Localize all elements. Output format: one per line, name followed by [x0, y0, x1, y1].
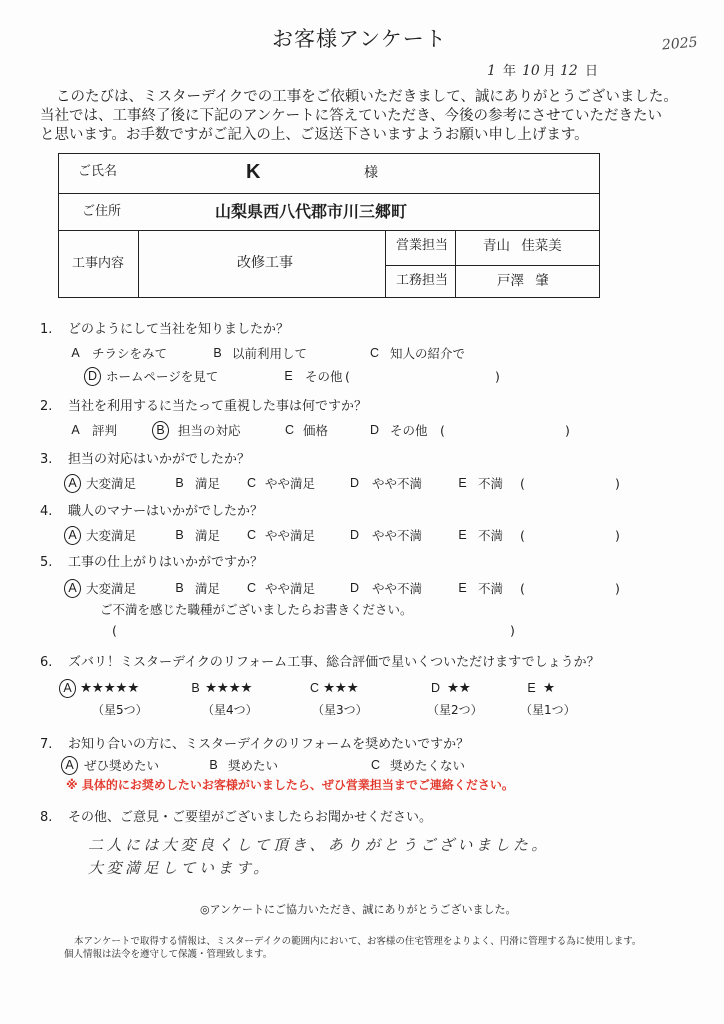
table-divider	[58, 230, 600, 231]
question-6-number: 6.	[40, 655, 53, 670]
q7-option-c-letter: C	[370, 758, 381, 772]
q3-paren-close: )	[615, 476, 620, 491]
construction-value: 戸澤 肇	[497, 273, 549, 289]
q5-option-c-letter: C	[246, 581, 257, 595]
q1-option-b-label: 以前利用して	[232, 346, 308, 361]
table-divider	[385, 230, 386, 298]
q4-option-a-letter: A	[68, 528, 77, 542]
sales-value: 青山 佳菜美	[483, 238, 562, 254]
q6-option-e-caption: （星1つ）	[520, 703, 576, 717]
q7-referral-note: ※ 具体的にお奨めしたいお客様がいましたら、ぜひ営業担当までご連絡ください。	[66, 778, 514, 792]
q2-option-c-letter: C	[284, 423, 295, 437]
q2-other-paren-close: )	[565, 423, 570, 438]
q4-paren-close: )	[615, 528, 620, 543]
q4-paren-open: (	[520, 528, 525, 543]
date-month-unit: 月	[543, 64, 557, 79]
table-divider	[138, 230, 139, 298]
sales-label: 営業担当	[396, 238, 449, 253]
q5-paren-open: (	[520, 581, 525, 596]
question-1-number: 1.	[40, 322, 53, 337]
date-year-unit: 年	[503, 64, 517, 79]
q3-option-b-label: 満足	[195, 476, 221, 491]
q6-option-d-letter: D	[430, 681, 441, 695]
q5-option-a-letter: A	[68, 581, 77, 595]
q2-option-c-label: 価格	[303, 423, 329, 438]
question-5-number: 5.	[40, 555, 53, 570]
question-7-number: 7.	[40, 737, 53, 752]
question-3-text: 担当の対応はいかがでしたか？	[68, 452, 251, 467]
date-day-value: 12	[560, 63, 578, 79]
date-month-value: 10	[522, 63, 540, 79]
intro-line: と思います。お手数ですがご記入の上、ご返送下さいますようお願い申し上げます。	[40, 127, 589, 143]
question-3-number: 3.	[40, 452, 53, 467]
q4-option-b-letter: B	[175, 528, 184, 542]
q1-option-b-letter: B	[213, 346, 222, 360]
q6-option-d-caption: （星2つ）	[427, 703, 483, 717]
q4-option-b-label: 満足	[195, 528, 221, 543]
q5-followup-paren-close: )	[510, 623, 515, 638]
q6-option-c-caption: （星3つ）	[312, 703, 368, 717]
q1-option-a-letter: A	[71, 346, 80, 360]
q6-option-b-caption: （星4つ）	[202, 703, 258, 717]
privacy-notice-line: 個人情報は法令を遵守して保護・管理致します。	[64, 949, 273, 960]
q6-option-a-letter: A	[63, 681, 72, 695]
question-7-text: お知り合いの方に、ミスターデイクのリフォームを奨めたいですか？	[68, 737, 470, 752]
q5-option-e-letter: E	[458, 581, 467, 595]
work-value: 改修工事	[237, 255, 293, 271]
intro-line: このたびは、ミスターデイクでの工事をご依頼いただきまして、誠にありがとうございました。	[56, 89, 678, 105]
q5-paren-close: )	[615, 581, 620, 596]
question-8-number: 8.	[40, 810, 53, 825]
q5-followup-text: ご不満を感じた職種がございましたらお書きください。	[100, 602, 413, 617]
q5-option-b-letter: B	[175, 581, 184, 595]
q2-option-d-label: その他	[390, 423, 428, 438]
handwritten-year: 2025	[661, 34, 699, 54]
question-2-text: 当社を利用するに当たって重視した事は何ですか？	[68, 399, 368, 414]
q6-option-d-stars: ★★	[447, 680, 471, 696]
date-year-value: 1	[487, 63, 496, 79]
q5-option-d-label: やや不満	[372, 581, 423, 596]
q6-option-b-stars: ★★★★	[205, 680, 253, 696]
table-divider	[385, 265, 600, 266]
q2-option-b-letter: B	[156, 423, 165, 437]
q4-option-d-label: やや不満	[372, 528, 423, 543]
q8-handwritten-answer-line: 二人には大変良くして頂き、ありがとうございました。	[88, 836, 550, 854]
q3-option-c-label: やや満足	[265, 476, 316, 491]
q2-option-b-label: 担当の対応	[178, 423, 241, 438]
name-value: K	[246, 161, 261, 183]
q7-option-a-letter: A	[65, 758, 74, 772]
q3-option-d-letter: D	[349, 476, 360, 490]
q2-option-a-label: 評判	[92, 423, 118, 438]
date-day-unit: 日	[585, 64, 599, 79]
thanks-message: ◎アンケートにご協力いただき、誠にありがとうございました。	[200, 903, 517, 916]
q6-option-b-letter: B	[191, 681, 200, 695]
q6-option-a-stars: ★★★★★	[80, 680, 140, 696]
question-8-text: その他、ご意見・ご要望がございましたらお聞かせください。	[68, 810, 433, 825]
question-2-number: 2.	[40, 399, 53, 414]
q1-option-e-letter: E	[284, 369, 293, 383]
q3-option-c-letter: C	[246, 476, 257, 490]
table-divider	[58, 193, 600, 194]
table-divider	[455, 230, 456, 298]
q5-followup-paren-open: (	[112, 623, 117, 638]
q4-option-e-letter: E	[458, 528, 467, 542]
q4-option-e-label: 不満	[478, 528, 504, 543]
q7-option-b-label: 奨めたい	[228, 758, 279, 773]
q4-option-c-label: やや満足	[265, 528, 316, 543]
q7-option-c-label: 奨めたくない	[390, 758, 466, 773]
q1-option-d-label: ホームページを見て	[106, 369, 219, 384]
q5-option-e-label: 不満	[478, 581, 504, 596]
q5-option-c-label: やや満足	[265, 581, 316, 596]
q2-other-paren-open: (	[440, 423, 445, 438]
q3-option-d-label: やや不満	[372, 476, 423, 491]
q1-other-paren-close: )	[495, 369, 500, 384]
q1-option-d-letter: D	[87, 369, 98, 383]
name-suffix: 様	[364, 165, 378, 181]
work-label: 工事内容	[72, 256, 125, 271]
privacy-notice-line: 本アンケートで取得する情報は、ミスターデイクの範囲内において、お客様の住宅管理をよりよく、円滑に管理する為に使用します。	[74, 936, 642, 947]
q8-handwritten-answer-line: 大変満足しています。	[88, 859, 272, 877]
construction-label: 工務担当	[396, 273, 449, 288]
q4-option-c-letter: C	[246, 528, 257, 542]
q3-option-e-label: 不満	[478, 476, 504, 491]
q3-paren-open: (	[520, 476, 525, 491]
q6-option-a-caption: （星5つ）	[92, 703, 148, 717]
survey-title: お客様アンケート	[272, 27, 447, 51]
question-5-text: 工事の仕上がりはいかがですか？	[68, 555, 264, 570]
q6-option-c-letter: C	[309, 681, 320, 695]
q4-option-d-letter: D	[349, 528, 360, 542]
question-6-text: ズバリ！ミスターデイクのリフォーム工事、総合評価で星いくついただけますでしょうか？	[68, 655, 600, 670]
question-4-text: 職人のマナーはいかがでしたか？	[68, 504, 264, 519]
q6-option-e-letter: E	[527, 681, 536, 695]
q5-option-b-label: 満足	[195, 581, 221, 596]
q3-option-e-letter: E	[458, 476, 467, 490]
q2-option-d-letter: D	[369, 423, 380, 437]
address-value: 山梨県西八代郡市川三郷町	[215, 202, 408, 221]
q6-option-e-stars: ★	[543, 680, 555, 696]
q5-option-d-letter: D	[349, 581, 360, 595]
q5-option-a-label: 大変満足	[86, 581, 137, 596]
q1-option-e-label: その他	[305, 369, 343, 384]
q7-option-a-label: ぜひ奨めたい	[84, 758, 160, 773]
address-label: ご住所	[82, 204, 122, 219]
question-4-number: 4.	[40, 504, 53, 519]
intro-line: 当社では、工事終了後に下記のアンケートに答えていただき、今後の参考にさせていただきたい	[40, 108, 663, 124]
q1-option-a-label: チラシをみて	[92, 346, 168, 361]
question-1-text: どのようにして当社を知りましたか？	[68, 322, 290, 337]
q7-option-b-letter: B	[209, 758, 218, 772]
q3-option-a-letter: A	[68, 476, 77, 490]
q1-other-paren-open: (	[345, 369, 350, 384]
q1-option-c-letter: C	[369, 346, 380, 360]
q4-option-a-label: 大変満足	[86, 528, 137, 543]
q3-option-b-letter: B	[175, 476, 184, 490]
q1-option-c-label: 知人の紹介で	[390, 346, 466, 361]
q2-option-a-letter: A	[71, 423, 80, 437]
q6-option-c-stars: ★★★	[323, 680, 359, 696]
q3-option-a-label: 大変満足	[86, 476, 137, 491]
name-label: ご氏名	[78, 164, 118, 179]
